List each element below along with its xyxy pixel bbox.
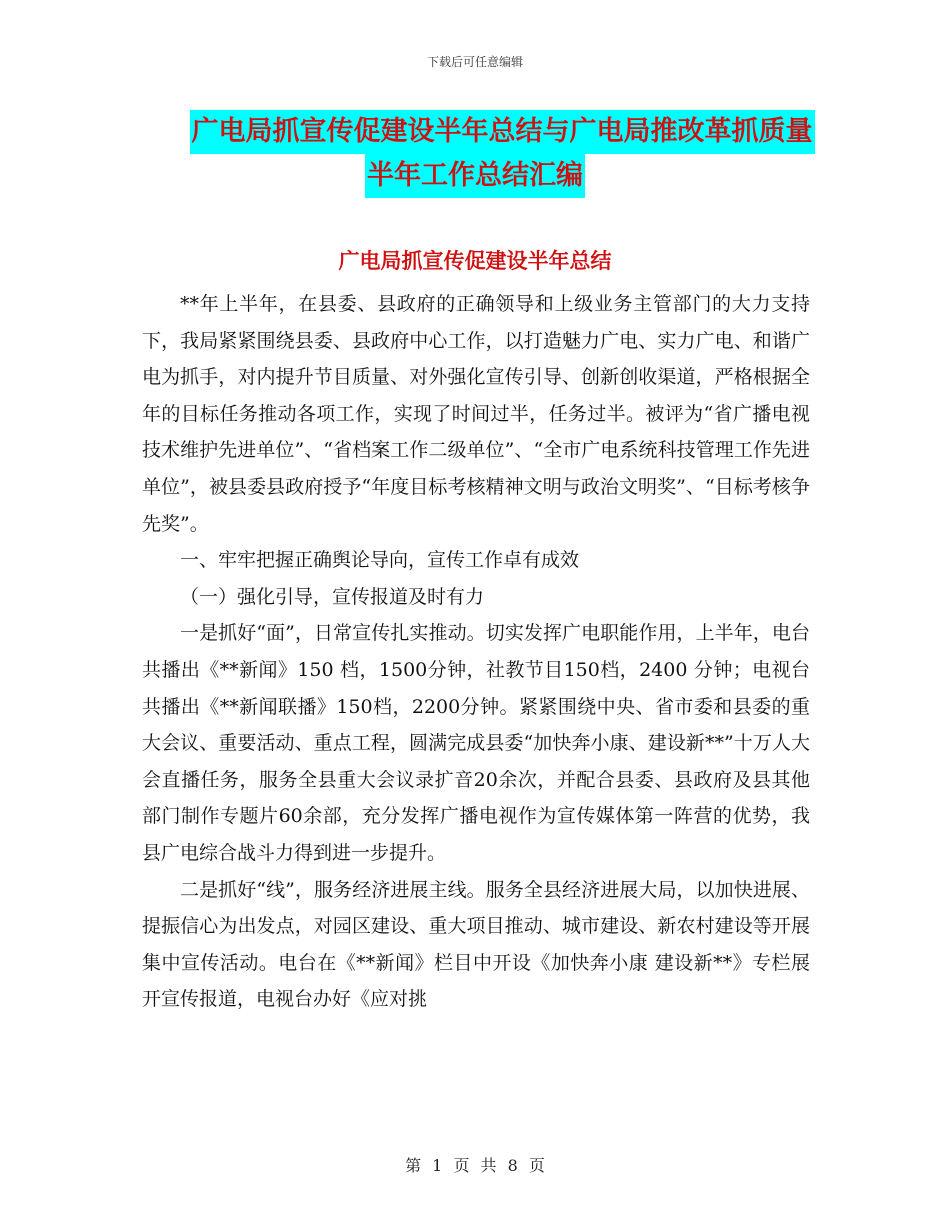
section-title: 广电局抓宣传促建设半年总结: [338, 249, 612, 273]
document-title-line-2: 半年工作总结汇编: [365, 154, 585, 198]
document-title: [0, 110, 950, 198]
body-paragraph: **年上半年，在县委、县政府的正确领导和上级业务主管部门的大力支持下，我局紧紧围绕县委、县政府中心工作，以打造魅力广电、实力广电、和谐广电为抓手，对内提升节目质量、对外强化宣传引导、创新创收渠道，严格根据全年的目标任务推动各项工作，实现了时间过半，任务过半。被评为“省广播电视技术维护先进单位”、“省档案工作二级单位”、“全市广电系统科技管理工作先进单位”，被县委县政府授予“年度目标考核精神文明与政治文明奖”、“目标考核争先奖”。: [142, 293, 810, 535]
header-note: 下载后可任意编辑: [426, 55, 523, 69]
body-heading-level-1: 一、牢牢把握正确舆论导向，宣传工作卓有成效: [180, 549, 580, 572]
document-title-line-1: 广电局抓宣传促建设半年总结与广电局推改革抓质量: [190, 110, 815, 154]
document-body: [142, 286, 810, 1018]
page-footer: 第 1 页 共 8 页: [405, 1156, 545, 1175]
body-paragraph: 二是抓好“线”，服务经济进展主线。服务全县经济进展大局，以加快进展、提振信心为出发点，对园区建设、重大项目推动、城市建设、新农村建设等开展集中宣传活动。电台在《**新闻》栏目中开设《加快奔小康 建设新**》专栏展开宣传报道，电视台办好《应对挑: [142, 878, 810, 1011]
body-paragraph: 一是抓好“面”，日常宣传扎实推动。切实发挥广电职能作用，上半年，电台共播出《**新闻》150 档，1500分钟，社教节目150档，2400 分钟；电视台共播出《**新闻联播》150档，2200分钟。紧紧围绕中央、省市委和县委的重大会议、重要活动、重点工程，圆满完成县委“加快奔小康、建设新**”十万人大会直播任务，服务全县重大会议录扩音20余次，并配合县委、县政府及县其他部门制作专题片60余部，充分发挥广播电视作为宣传媒体第一阵营的优势，我县广电综合战斗力得到进一步提升。: [142, 622, 810, 864]
body-heading-level-2: （一）强化引导，宣传报道及时有力: [180, 585, 485, 608]
